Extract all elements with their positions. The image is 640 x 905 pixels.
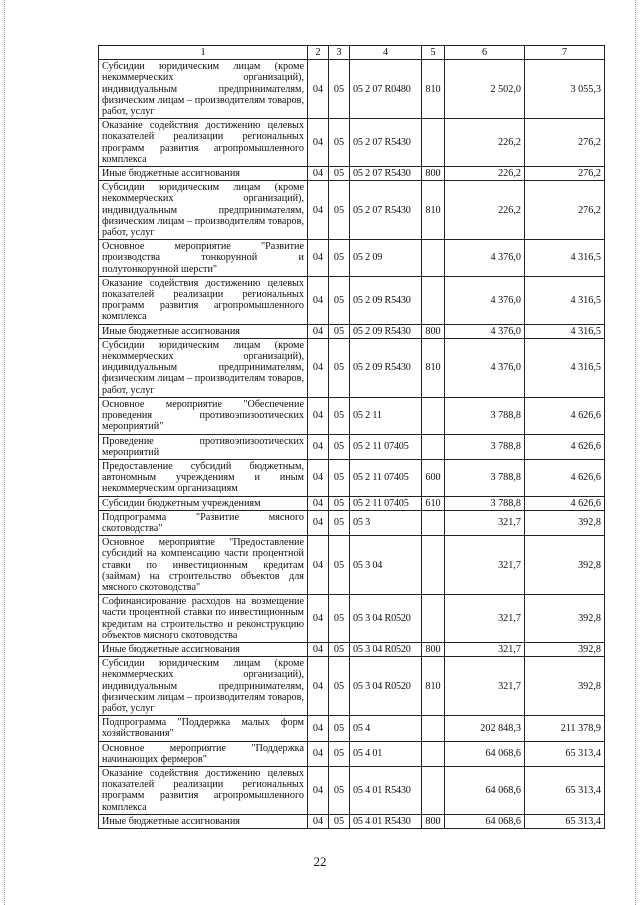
row-expense-type: 800 xyxy=(422,642,445,656)
row-name: Субсидии юридическим лицам (кроме некоммерческих организаций), индивидуальным предпринимателям, физическим лицам – производителям товаров, работ, услуг xyxy=(99,181,308,240)
row-target-article: 05 3 04 xyxy=(350,536,422,595)
row-subsection-code: 05 xyxy=(329,119,350,167)
table-row xyxy=(99,240,605,277)
table-row xyxy=(99,338,605,397)
row-expense-type: 810 xyxy=(422,181,445,240)
row-amount-col7: 4 316,5 xyxy=(525,276,605,324)
row-target-article: 05 2 09 xyxy=(350,240,422,277)
row-target-article: 05 2 11 xyxy=(350,397,422,434)
row-target-article: 05 2 11 07405 xyxy=(350,496,422,510)
row-section-code: 04 xyxy=(308,741,329,766)
row-target-article: 05 2 11 07405 xyxy=(350,434,422,459)
row-amount-col6: 226,2 xyxy=(445,167,525,181)
row-amount-col7: 392,8 xyxy=(525,536,605,595)
row-name: Субсидии юридическим лицам (кроме некоммерческих организаций), индивидуальным предпринимателям, физическим лицам – производителям товаров, работ, услуг xyxy=(99,60,308,119)
row-amount-col7: 4 626,6 xyxy=(525,434,605,459)
row-name: Иные бюджетные ассигнования xyxy=(99,167,308,181)
row-amount-col6: 226,2 xyxy=(445,181,525,240)
row-subsection-code: 05 xyxy=(329,276,350,324)
row-amount-col6: 4 376,0 xyxy=(445,338,525,397)
row-subsection-code: 05 xyxy=(329,338,350,397)
row-amount-col6: 321,7 xyxy=(445,536,525,595)
row-amount-col7: 276,2 xyxy=(525,167,605,181)
table-row xyxy=(99,181,605,240)
table-row xyxy=(99,741,605,766)
row-name: Иные бюджетные ассигнования xyxy=(99,324,308,338)
row-amount-col7: 392,8 xyxy=(525,595,605,643)
row-subsection-code: 05 xyxy=(329,167,350,181)
row-subsection-code: 05 xyxy=(329,459,350,496)
row-amount-col7: 65 313,4 xyxy=(525,741,605,766)
row-subsection-code: 05 xyxy=(329,766,350,814)
row-name: Субсидии юридическим лицам (кроме некоммерческих организаций), индивидуальным предпринимателям, физическим лицам – производителям товаров, работ, услуг xyxy=(99,657,308,716)
table-row xyxy=(99,397,605,434)
row-subsection-code: 05 xyxy=(329,397,350,434)
table-row xyxy=(99,60,605,119)
row-amount-col7: 3 055,3 xyxy=(525,60,605,119)
row-name: Субсидии бюджетным учреждениям xyxy=(99,496,308,510)
page-number: 22 xyxy=(313,854,327,869)
row-name: Подпрограмма "Поддержка малых форм хозяйствования" xyxy=(99,716,308,741)
row-expense-type: 810 xyxy=(422,338,445,397)
row-expense-type xyxy=(422,240,445,277)
row-amount-col6: 202 848,3 xyxy=(445,716,525,741)
table-row xyxy=(99,766,605,814)
row-name: Оказание содействия достижению целевых показателей реализации региональных программ развития агропромышленного комплекса xyxy=(99,119,308,167)
row-amount-col6: 3 788,8 xyxy=(445,459,525,496)
row-amount-col6: 3 788,8 xyxy=(445,434,525,459)
row-name: Проведение противоэпизоотических мероприятий xyxy=(99,434,308,459)
row-section-code: 04 xyxy=(308,397,329,434)
row-expense-type xyxy=(422,276,445,324)
table-row xyxy=(99,595,605,643)
row-name: Оказание содействия достижению целевых показателей реализации региональных программ развития агропромышленного комплекса xyxy=(99,766,308,814)
header-col-4: 4 xyxy=(350,46,422,60)
row-amount-col6: 4 376,0 xyxy=(445,240,525,277)
row-section-code: 04 xyxy=(308,119,329,167)
row-name: Субсидии юридическим лицам (кроме некоммерческих организаций), индивидуальным предпринимателям, физическим лицам – производителям товаров, работ, услуг xyxy=(99,338,308,397)
row-amount-col7: 65 313,4 xyxy=(525,814,605,828)
table-row xyxy=(99,716,605,741)
row-amount-col6: 64 068,6 xyxy=(445,741,525,766)
row-target-article: 05 3 04 R0520 xyxy=(350,642,422,656)
right-page-edge xyxy=(635,0,636,905)
row-amount-col7: 276,2 xyxy=(525,119,605,167)
row-amount-col6: 321,7 xyxy=(445,510,525,535)
row-target-article: 05 2 11 07405 xyxy=(350,459,422,496)
table-row xyxy=(99,496,605,510)
row-subsection-code: 05 xyxy=(329,60,350,119)
table-row xyxy=(99,510,605,535)
row-expense-type: 810 xyxy=(422,60,445,119)
table-row xyxy=(99,119,605,167)
row-expense-type xyxy=(422,741,445,766)
row-section-code: 04 xyxy=(308,716,329,741)
row-amount-col6: 3 788,8 xyxy=(445,496,525,510)
table-row xyxy=(99,459,605,496)
row-subsection-code: 05 xyxy=(329,324,350,338)
row-expense-type xyxy=(422,397,445,434)
row-section-code: 04 xyxy=(308,595,329,643)
row-expense-type: 800 xyxy=(422,167,445,181)
row-expense-type: 610 xyxy=(422,496,445,510)
header-col-3: 3 xyxy=(329,46,350,60)
row-target-article: 05 2 09 R5430 xyxy=(350,324,422,338)
row-section-code: 04 xyxy=(308,60,329,119)
row-target-article: 05 2 07 R0480 xyxy=(350,60,422,119)
row-amount-col7: 211 378,9 xyxy=(525,716,605,741)
row-target-article: 05 2 07 R5430 xyxy=(350,181,422,240)
budget-table xyxy=(98,45,605,829)
header-col-6: 6 xyxy=(445,46,525,60)
row-amount-col7: 392,8 xyxy=(525,642,605,656)
row-amount-col7: 392,8 xyxy=(525,510,605,535)
row-section-code: 04 xyxy=(308,814,329,828)
row-section-code: 04 xyxy=(308,167,329,181)
row-subsection-code: 05 xyxy=(329,510,350,535)
row-subsection-code: 05 xyxy=(329,536,350,595)
row-amount-col6: 321,7 xyxy=(445,595,525,643)
table-row xyxy=(99,324,605,338)
row-amount-col7: 4 626,6 xyxy=(525,496,605,510)
row-amount-col7: 392,8 xyxy=(525,657,605,716)
row-target-article: 05 2 09 R5430 xyxy=(350,276,422,324)
row-amount-col7: 4 626,6 xyxy=(525,397,605,434)
row-target-article: 05 2 07 R5430 xyxy=(350,119,422,167)
row-expense-type xyxy=(422,434,445,459)
row-subsection-code: 05 xyxy=(329,741,350,766)
row-expense-type xyxy=(422,766,445,814)
row-name: Основное мероприятие "Поддержка начинающих фермеров" xyxy=(99,741,308,766)
row-amount-col7: 276,2 xyxy=(525,181,605,240)
row-subsection-code: 05 xyxy=(329,595,350,643)
table-row xyxy=(99,276,605,324)
row-target-article: 05 4 01 R5430 xyxy=(350,814,422,828)
row-amount-col6: 321,7 xyxy=(445,642,525,656)
row-name: Предоставление субсидий бюджетным, автономным учреждениям и иным некоммерческим организациям xyxy=(99,459,308,496)
row-name: Основное мероприятие "Предоставление субсидий на компенсацию части процентной ставки по инвестиционным кредитам (займам) на строительство объектов для мясного скотоводства" xyxy=(99,536,308,595)
row-section-code: 04 xyxy=(308,510,329,535)
row-section-code: 04 xyxy=(308,276,329,324)
row-section-code: 04 xyxy=(308,324,329,338)
header-col-1: 1 xyxy=(99,46,308,60)
row-name: Основное мероприятие "Развитие производства тонкорунной и полутонкорунной шерсти" xyxy=(99,240,308,277)
row-expense-type: 800 xyxy=(422,814,445,828)
row-section-code: 04 xyxy=(308,434,329,459)
row-expense-type xyxy=(422,716,445,741)
row-target-article: 05 3 04 R0520 xyxy=(350,595,422,643)
row-amount-col6: 3 788,8 xyxy=(445,397,525,434)
table-row xyxy=(99,814,605,828)
row-amount-col6: 4 376,0 xyxy=(445,276,525,324)
row-name: Подпрограмма "Развитие мясного скотоводства" xyxy=(99,510,308,535)
row-section-code: 04 xyxy=(308,642,329,656)
row-expense-type: 810 xyxy=(422,657,445,716)
table-row xyxy=(99,536,605,595)
row-subsection-code: 05 xyxy=(329,496,350,510)
row-section-code: 04 xyxy=(308,240,329,277)
row-amount-col6: 2 502,0 xyxy=(445,60,525,119)
row-subsection-code: 05 xyxy=(329,240,350,277)
table-row xyxy=(99,167,605,181)
row-expense-type: 800 xyxy=(422,324,445,338)
left-page-edge xyxy=(4,0,5,905)
row-expense-type: 600 xyxy=(422,459,445,496)
row-target-article: 05 4 01 xyxy=(350,741,422,766)
row-amount-col6: 226,2 xyxy=(445,119,525,167)
table-row xyxy=(99,642,605,656)
row-name: Иные бюджетные ассигнования xyxy=(99,814,308,828)
header-col-5: 5 xyxy=(422,46,445,60)
header-col-2: 2 xyxy=(308,46,329,60)
row-subsection-code: 05 xyxy=(329,642,350,656)
row-amount-col6: 64 068,6 xyxy=(445,814,525,828)
row-name: Оказание содействия достижению целевых показателей реализации региональных программ развития агропромышленного комплекса xyxy=(99,276,308,324)
row-section-code: 04 xyxy=(308,496,329,510)
row-subsection-code: 05 xyxy=(329,657,350,716)
row-subsection-code: 05 xyxy=(329,434,350,459)
row-name: Основное мероприятие "Обеспечение проведения противоэпизоотических мероприятий" xyxy=(99,397,308,434)
row-name: Софинансирование расходов на возмещение части процентной ставки по инвестиционным кредитам на строительство и реконструкцию объектов мясного скотоводства xyxy=(99,595,308,643)
row-subsection-code: 05 xyxy=(329,181,350,240)
row-expense-type xyxy=(422,510,445,535)
row-amount-col7: 4 316,5 xyxy=(525,338,605,397)
row-target-article: 05 3 xyxy=(350,510,422,535)
row-target-article: 05 2 09 R5430 xyxy=(350,338,422,397)
row-amount-col6: 321,7 xyxy=(445,657,525,716)
table-row xyxy=(99,434,605,459)
row-section-code: 04 xyxy=(308,181,329,240)
row-amount-col7: 4 316,5 xyxy=(525,324,605,338)
row-expense-type xyxy=(422,536,445,595)
row-amount-col7: 65 313,4 xyxy=(525,766,605,814)
table-header-row xyxy=(99,46,605,60)
row-amount-col6: 4 376,0 xyxy=(445,324,525,338)
row-subsection-code: 05 xyxy=(329,716,350,741)
row-amount-col7: 4 626,6 xyxy=(525,459,605,496)
header-col-7: 7 xyxy=(525,46,605,60)
row-target-article: 05 4 xyxy=(350,716,422,741)
row-section-code: 04 xyxy=(308,766,329,814)
row-target-article: 05 3 04 R0520 xyxy=(350,657,422,716)
row-subsection-code: 05 xyxy=(329,814,350,828)
row-target-article: 05 4 01 R5430 xyxy=(350,766,422,814)
row-section-code: 04 xyxy=(308,657,329,716)
row-section-code: 04 xyxy=(308,536,329,595)
row-section-code: 04 xyxy=(308,459,329,496)
table-row xyxy=(99,657,605,716)
row-section-code: 04 xyxy=(308,338,329,397)
row-amount-col7: 4 316,5 xyxy=(525,240,605,277)
row-name: Иные бюджетные ассигнования xyxy=(99,642,308,656)
row-amount-col6: 64 068,6 xyxy=(445,766,525,814)
row-expense-type xyxy=(422,119,445,167)
row-target-article: 05 2 07 R5430 xyxy=(350,167,422,181)
row-expense-type xyxy=(422,595,445,643)
